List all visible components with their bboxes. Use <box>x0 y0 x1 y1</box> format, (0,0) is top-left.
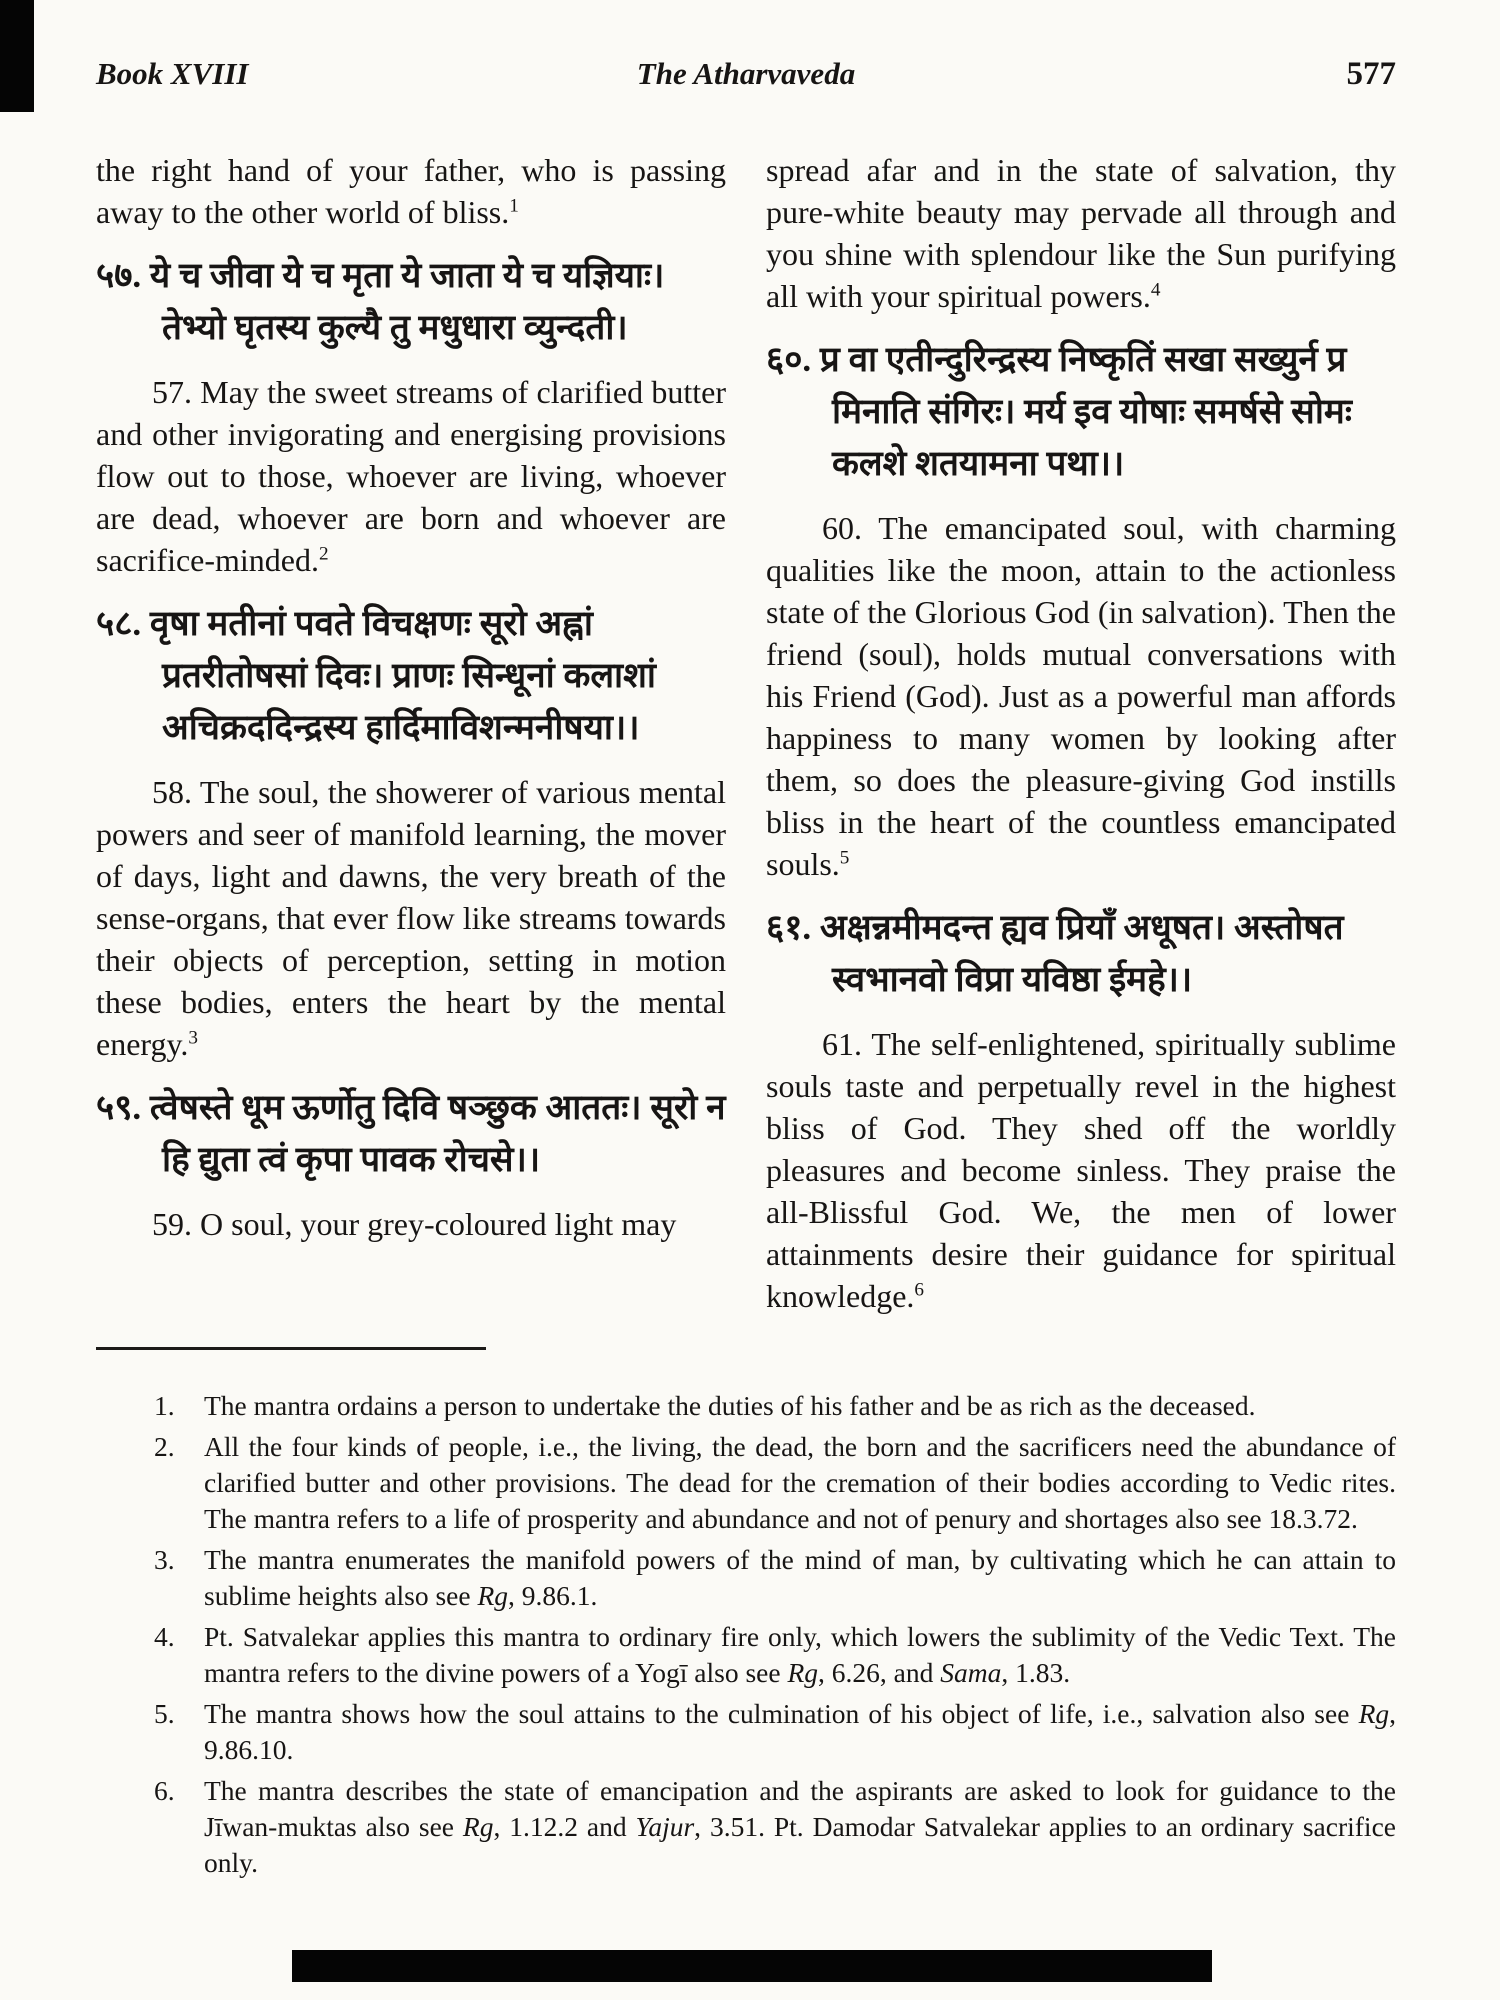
scan-artifact-bottom-bar <box>292 1950 1212 1982</box>
footnote-text: Pt. Satvalekar applies this mantra to ordinary fire only, which lowers the sublimity of the Vedic Text. The mantra refers to the divine powers of a Yogī also see Rg, 6.26, and Sama, 1.83. <box>204 1621 1396 1688</box>
footnote-ref: 6 <box>914 1279 924 1301</box>
footnote-ref: 1 <box>509 195 519 217</box>
footnote-rule <box>96 1347 486 1350</box>
footnote-ref: 5 <box>839 847 850 869</box>
sanskrit-verse: ५८. वृषा मतीनां पवते विचक्षणः सूरो अह्नां प्रतरीतोषसां दिवः। प्राणः सिन्धूनां कलाशां अचिक्रददिन्द्रस्य हार्दिमाविशन्मनीषया।। <box>96 604 656 747</box>
book-title: The Atharvaveda <box>636 56 856 91</box>
left-column <box>96 149 726 1317</box>
english-paragraph: the right hand of your father, who is passing away to the other world of bliss.$^1$ <box>96 152 726 230</box>
footnote-number: 3. <box>154 1544 175 1575</box>
english-paragraph: 61. The self-enlightened, spiritually sublime souls taste and perpetually revel in the highest bliss of God. They shed off the worldly pleasures and become sinless. They praise the all-Blissful God. We, the men of lower attainments desire their guidance for spiritual knowledge.$^6$ <box>766 1026 1396 1314</box>
right-column <box>766 149 1396 1317</box>
footnote <box>154 1542 1396 1614</box>
footnote <box>154 1773 1396 1881</box>
book-number: Book XVIII <box>96 56 249 91</box>
footnotes <box>96 1388 1396 1901</box>
footnote-ref: 2 <box>319 543 329 565</box>
footnote-number: 6. <box>154 1775 175 1806</box>
footnote-text: The mantra describes the state of emancipation and the aspirants are asked to look for guidance to the Jīwan-muktas also see Rg, 1.12.2 and Yajur, 3.51. Pt. Damodar Satvalekar applies to an ordinary sacrifice only. <box>204 1775 1396 1878</box>
footnote-text: The mantra enumerates the manifold powers of the mind of man, by cultivating which he can attain to sublime heights also see Rg, 9.86.1. <box>204 1544 1396 1611</box>
two-column-text <box>96 149 1396 1317</box>
sanskrit-verse: ६०. प्र वा एतीन्दुरिन्द्रस्य निष्कृतिं सखा सख्युर्न प्र मिनाति संगिरः। मर्य इव योषाः समर्षसे सोमः कलशे शतयामना पथा।। <box>766 340 1352 483</box>
sanskrit-verse: ५९. त्वेषस्ते धूम ऊर्णोतु दिवि षञ्छुक आततः। सूरो न हि द्युता त्वं कृपा पावक रोचसे।। <box>96 1088 726 1179</box>
scan-artifact-top-left <box>0 0 34 112</box>
footnote-ref: 3 <box>188 1027 198 1049</box>
footnote <box>154 1696 1396 1768</box>
footnote-number: 5. <box>154 1698 175 1729</box>
footnote-number: 4. <box>154 1621 175 1652</box>
english-paragraph: 58. The soul, the showerer of various mental powers and seer of manifold learning, the mover of days, light and dawns, the very breath of the sense-organs, that ever flow like streams towards their objects of perception, setting in motion these bodies, enters the heart by the mental energy.$^3$ <box>96 774 726 1062</box>
sanskrit-verse: ५७. ये च जीवा ये च मृता ये जाता ये च यज्ञियाः। तेभ्यो घृतस्य कुल्यै तु मधुधारा व्युन्दती। <box>96 256 665 347</box>
footnote-text: The mantra ordains a person to undertake the duties of his father and be as rich as the deceased. <box>204 1390 1256 1421</box>
english-paragraph: 59. O soul, your grey-coloured light may <box>152 1206 677 1242</box>
footnote-text: The mantra shows how the soul attains to the culmination of his object of life, i.e., salvation also see Rg, 9.86.10. <box>204 1698 1396 1765</box>
english-paragraph: 60. The emancipated soul, with charming qualities like the moon, attain to the actionless state of the Glorious God (in salvation). Then the friend (soul), holds mutual conversations with his Friend (God). Just as a powerful man affords happiness to many women by looking after them, so does the pleasure-giving God instills bliss in the heart of the countless emancipated souls.$^5$ <box>766 510 1396 882</box>
english-paragraph: spread afar and in the state of salvation, thy pure-white beauty may pervade all through and you shine with splendour like the Sun purifying all with your spiritual powers.$^4$ <box>766 152 1396 314</box>
footnote <box>154 1388 1396 1424</box>
sanskrit-verse: ६१. अक्षन्नमीमदन्त ह्यव प्रियाँ अधूषत। अस्तोषत स्वभानवो विप्रा यविष्ठा ईमहे।। <box>766 908 1344 999</box>
footnote-number: 2. <box>154 1431 175 1462</box>
footnote <box>154 1429 1396 1537</box>
page-header <box>96 56 1396 93</box>
footnote-number: 1. <box>154 1390 175 1421</box>
footnote-text: All the four kinds of people, i.e., the living, the dead, the born and the sacrificers need the abundance of clarified butter and other provisions. The dead for the cremation of their bodies according to Vedic rites. The mantra refers to a life of prosperity and abundance and not of penury and shortages also see 18.3.72. <box>204 1431 1396 1534</box>
footnote-ref: 4 <box>1150 279 1161 301</box>
footnote <box>154 1619 1396 1691</box>
english-paragraph: 57. May the sweet streams of clarified butter and other invigorating and energising provisions flow out to those, whoever are living, whoever are dead, whoever are born and whoever are sacrifice-minded.$^2$ <box>96 374 726 578</box>
page-number: 577 <box>1346 56 1396 92</box>
